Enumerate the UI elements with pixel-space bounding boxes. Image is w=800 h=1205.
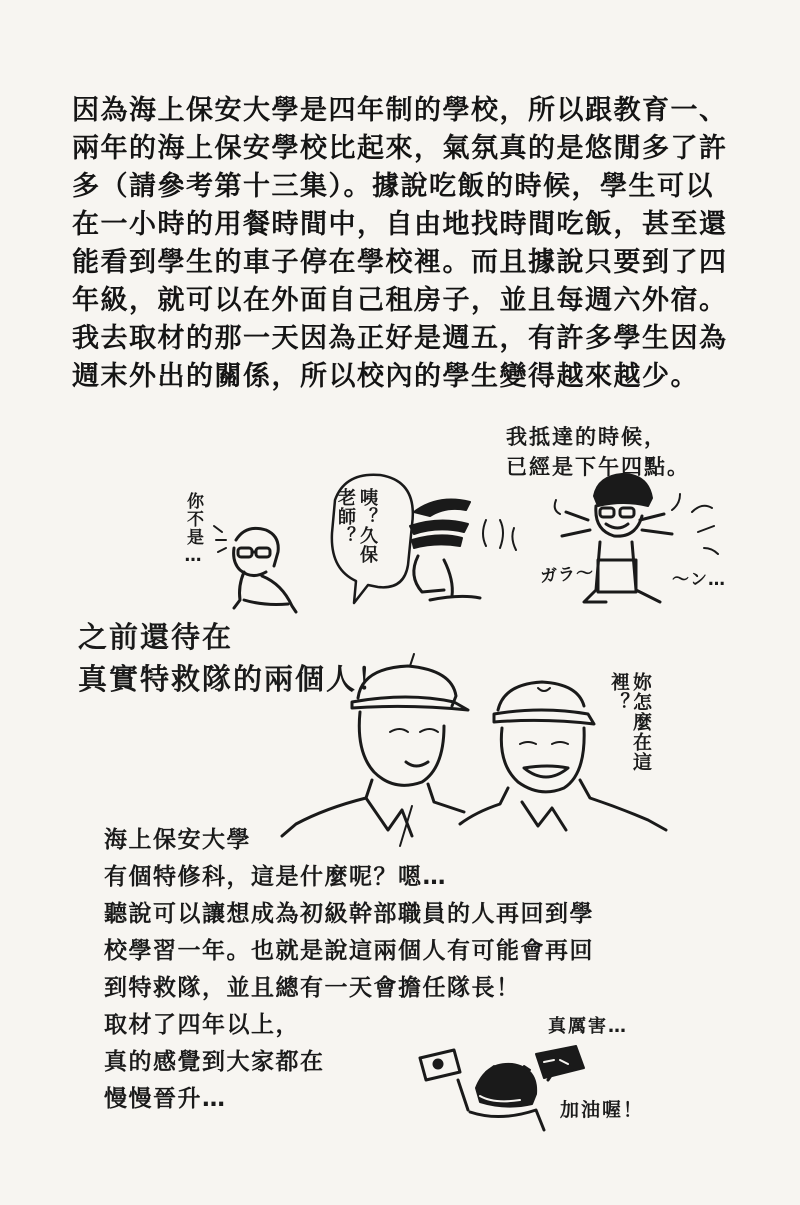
lower-line: 慢慢晉升… xyxy=(104,1086,227,1112)
lower-line: 有個特修科，這是什麼呢？嗯… xyxy=(104,864,447,890)
dialogue-not-you: 你不是… xyxy=(183,492,203,567)
lower-line: 真的感覺到大家都在 xyxy=(104,1049,325,1075)
main-line: 多（請參考第十三集）。據說吃飯的時候，學生可以 xyxy=(72,171,714,202)
caption-line: 真實特救隊的兩個人！ xyxy=(78,662,389,696)
dialogue-cheer: 加油喔！ xyxy=(560,1099,645,1121)
turning-person-drawing xyxy=(410,500,516,600)
lower-line: 海上保安大學 xyxy=(104,827,251,853)
arrival-line: 已經是下午四點。 xyxy=(506,455,690,479)
speech-bubble xyxy=(318,470,410,590)
caption-line: 之前還待在 xyxy=(78,620,234,654)
lower-line: 校學習一年。也就是說這兩個人有可能會再回 xyxy=(104,938,594,964)
previous-caption xyxy=(78,616,388,700)
main-line: 能看到學生的車子停在學校裡。而且據說只要到了四 xyxy=(72,247,728,278)
main-line: 我去取材的那一天因為正好是週五，有許多學生因為 xyxy=(72,323,728,354)
arrival-note xyxy=(506,422,690,482)
lower-line: 取材了四年以上， xyxy=(104,1012,300,1038)
main-line: 年級，就可以在外面自己租房子，並且每週六外宿。 xyxy=(72,285,728,316)
lower-line: 到特救隊，並且總有一天會擔任隊長！ xyxy=(104,975,521,1001)
sfx-rattle: ガラ〜 xyxy=(539,563,595,587)
lower-paragraph xyxy=(104,822,594,1118)
crouching-person-drawing xyxy=(214,526,296,612)
dialogue-eh-teacher: 咦？久保老師？ xyxy=(335,488,378,564)
dialogue-how-here: 妳怎麼在這裡？ xyxy=(608,672,652,772)
main-line: 因為海上保安大學是四年制的學校，所以跟教育一、 xyxy=(72,95,728,126)
main-line: 在一小時的用餐時間中，自由地找時間吃飯，甚至還 xyxy=(72,209,728,240)
sfx-trail: 〜ン… xyxy=(672,570,726,590)
arrival-line: 我抵達的時候， xyxy=(506,425,667,449)
main-line: 兩年的海上保安學校比起來，氣氛真的是悠閒多了許 xyxy=(72,133,728,164)
lower-line: 聽說可以讓想成為初級幹部職員的人再回到學 xyxy=(104,901,594,927)
main-line: 週末外出的關係，所以校內的學生變得越來越少。 xyxy=(72,361,699,392)
dialogue-impressive: 真厲害… xyxy=(548,1016,628,1037)
